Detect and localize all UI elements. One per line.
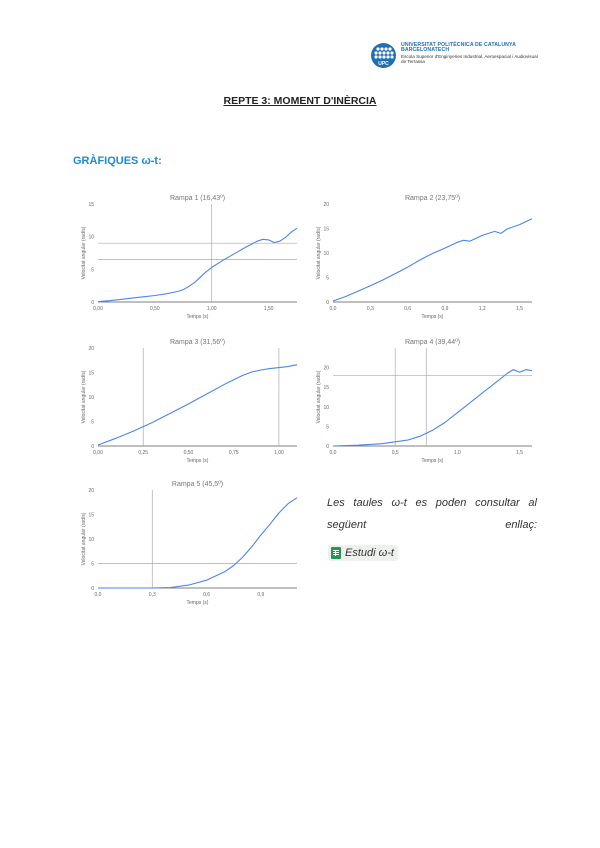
y-axis-label: Velocitat angular (rad/s) (316, 226, 322, 280)
x-tick-label: 0,0 (94, 592, 102, 598)
y-tick-label: 15 (88, 370, 94, 377)
chart-rampa-2 (315, 192, 545, 327)
x-tick-label: 0,9 (257, 592, 265, 598)
x-axis-label: Temps (s) (186, 600, 209, 606)
x-axis-label: Temps (s) (186, 314, 209, 320)
x-tick-label: 0,6 (404, 306, 412, 312)
document-title: REPTE 3: MOMENT D'INÈRCIA (223, 95, 377, 107)
x-tick-label: 0,00 (93, 306, 103, 312)
x-tick-label: 1,50 (263, 306, 274, 312)
school-name: Escola Superior d'Enginyeries Industrial, Aeroespacial i Audiovisual de Terrassa (401, 53, 538, 64)
y-tick-label: 10 (323, 251, 329, 257)
logo-label: UPC (378, 61, 389, 67)
y-tick-label: 20 (323, 365, 329, 372)
y-axis-label: Velocitat angular (rad/s) (316, 370, 322, 424)
x-tick-label: 0,3 (366, 306, 374, 312)
y-tick-label: 15 (323, 385, 329, 392)
series-line (98, 365, 297, 445)
x-tick-label: 1,5 (516, 450, 524, 456)
chart-rampa-3 (80, 336, 310, 471)
x-tick-label: 1,00 (274, 450, 284, 456)
section-heading: GRÀFIQUES ω-t: (73, 155, 162, 167)
y-tick-label: 10 (88, 537, 94, 543)
study-link[interactable] (328, 545, 398, 561)
chart-title: Rampa 2 (23,75º) (404, 195, 461, 202)
x-tick-label: 0,50 (183, 450, 194, 456)
chart-title: Rampa 1 (16,43º) (169, 195, 226, 202)
x-axis-label: Temps (s) (421, 314, 444, 320)
x-tick-label: 0,0 (329, 306, 337, 312)
x-tick-label: 0,9 (441, 306, 449, 312)
y-tick-label: 10 (323, 404, 329, 411)
series-line (98, 228, 297, 302)
y-tick-label: 20 (323, 202, 329, 208)
x-tick-label: 1,5 (516, 306, 524, 312)
y-tick-label: 5 (91, 561, 94, 568)
y-tick-label: 0 (91, 300, 94, 306)
y-axis-label: Velocitat angular (rad/s) (81, 370, 87, 424)
x-axis-label: Temps (s) (186, 458, 209, 464)
x-tick-label: 0,50 (149, 306, 160, 312)
x-tick-label: 1,0 (453, 450, 461, 456)
x-tick-label: 1,00 (206, 306, 217, 312)
y-tick-label: 5 (91, 419, 94, 426)
y-tick-label: 15 (323, 226, 329, 233)
x-tick-label: 0,00 (93, 450, 103, 456)
chart-rampa-5 (80, 478, 310, 613)
spreadsheet-icon (331, 547, 341, 559)
x-tick-label: 0,75 (228, 450, 239, 456)
y-axis-label: Velocitat angular (rad/s) (81, 226, 87, 280)
y-tick-label: 0 (91, 586, 94, 592)
x-tick-label: 0,6 (203, 592, 211, 598)
series-line (333, 370, 532, 446)
chart-rampa-1 (80, 192, 310, 327)
y-tick-label: 10 (88, 234, 94, 241)
x-tick-label: 0,5 (391, 450, 399, 456)
x-tick-label: 1,2 (478, 306, 486, 312)
x-tick-label: 0,3 (148, 592, 156, 598)
y-axis-label: Velocitat angular (rad/s) (81, 512, 87, 566)
x-tick-label: 0,25 (138, 450, 149, 456)
y-tick-label: 15 (88, 202, 94, 208)
y-tick-label: 0 (91, 444, 94, 450)
y-tick-label: 5 (326, 424, 329, 431)
y-tick-label: 20 (88, 488, 94, 494)
study-link-label: Estudi ω-t (345, 547, 394, 559)
upc-logo-icon (370, 42, 397, 72)
y-tick-label: 10 (88, 395, 94, 401)
series-line (333, 219, 532, 301)
upc-logo (370, 42, 540, 78)
y-tick-label: 5 (326, 275, 329, 282)
chart-title: Rampa 4 (39,44º) (404, 339, 461, 346)
y-tick-label: 15 (88, 512, 94, 519)
y-tick-label: 0 (326, 300, 329, 306)
chart-title: Rampa 3 (31,56º) (169, 339, 226, 346)
y-tick-label: 20 (88, 346, 94, 352)
chart-rampa-4 (315, 336, 545, 471)
x-tick-label: 0,0 (329, 450, 337, 456)
tables-note: Les taules ω-t es poden consultar al següent enllaç: (327, 497, 537, 531)
series-line (98, 498, 297, 588)
chart-title: Rampa 5 (45,5º) (171, 481, 224, 488)
y-tick-label: 0 (326, 444, 329, 450)
university-name: UNIVERSITAT POLITÈCNICA DE CATALUNYA BARCELONATECH (401, 42, 516, 54)
y-tick-label: 5 (91, 267, 94, 274)
x-axis-label: Temps (s) (421, 458, 444, 464)
